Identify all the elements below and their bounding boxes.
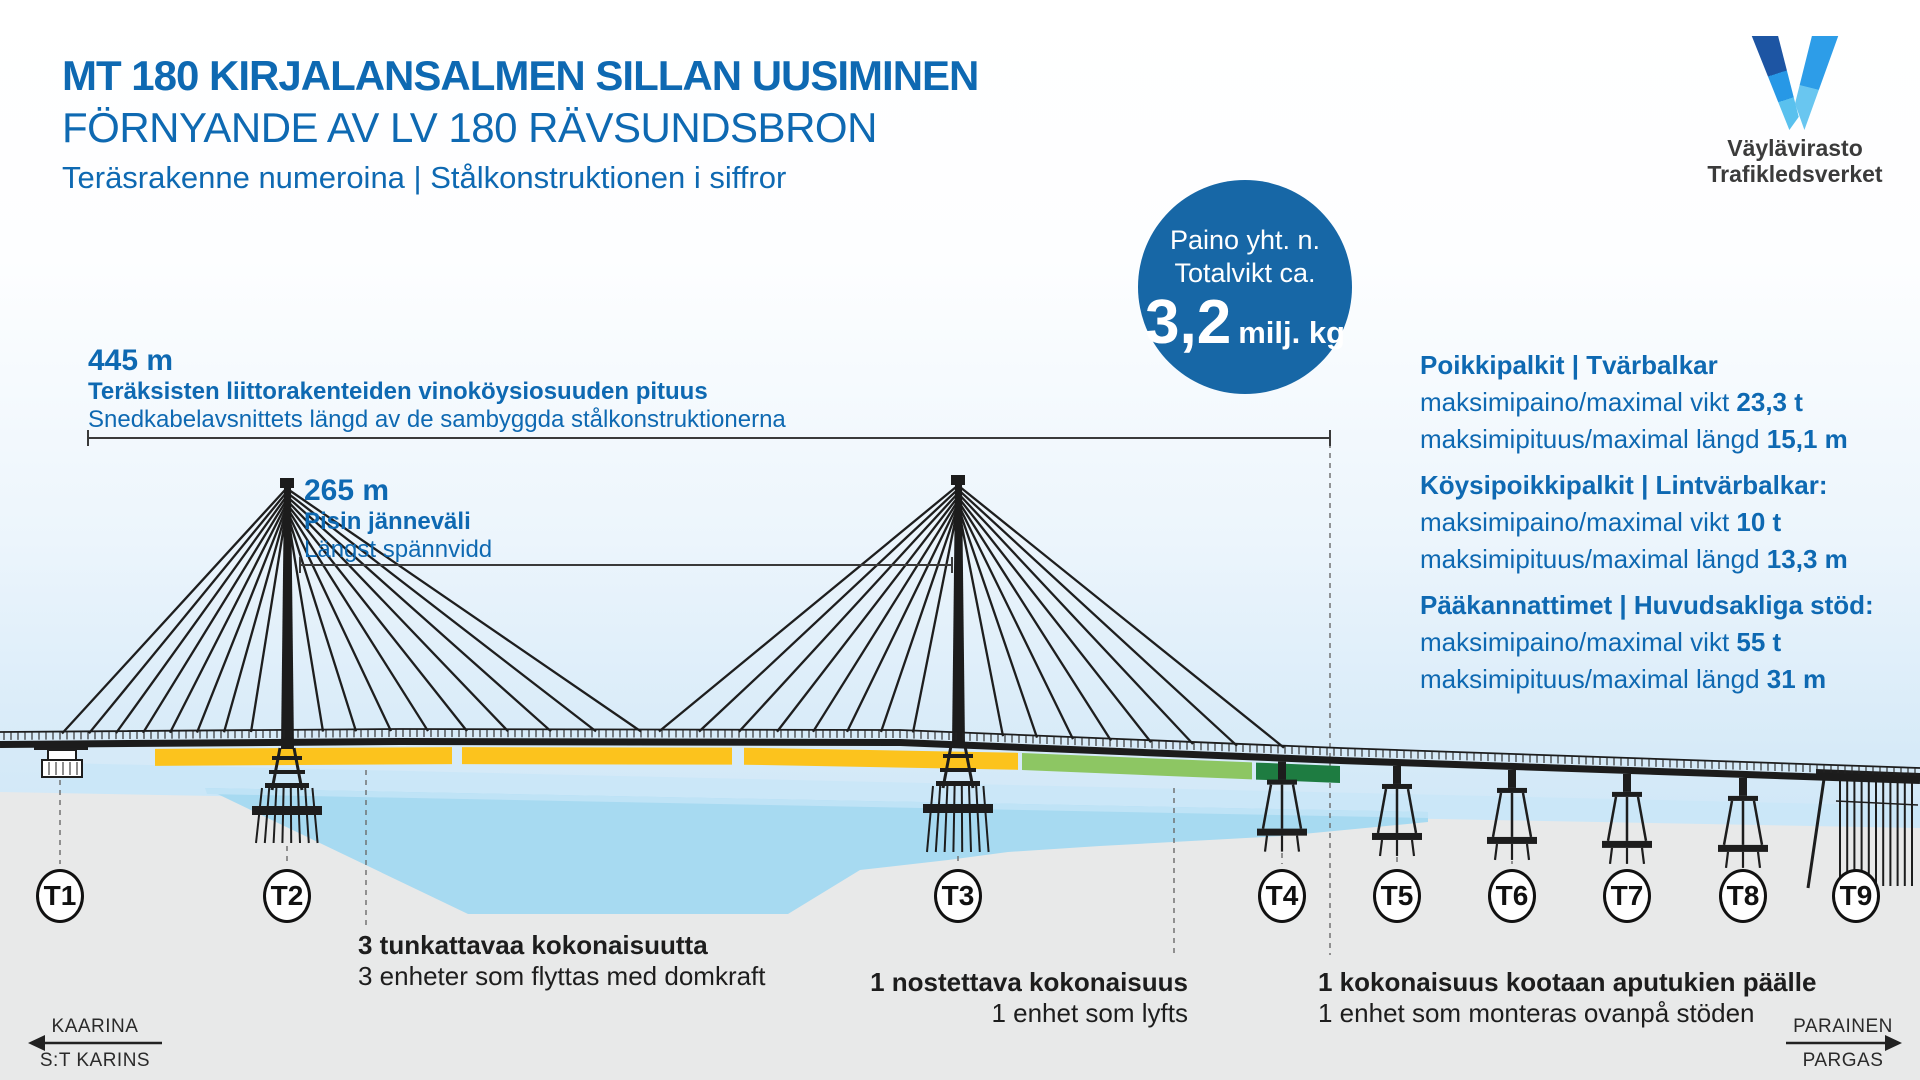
logo-name-sv: Trafikledsverket: [1707, 161, 1883, 187]
stat-row: maksimipituus/maximal längd 15,1 m: [1420, 424, 1848, 454]
stat-block-main-girders: [1420, 587, 1910, 698]
annotation-lifted-unit: 1 nostettava kokonaisuus 1 enhet som lyfts: [870, 967, 1188, 1028]
stay-cables: [62, 487, 1284, 748]
stat-row: maksimipituus/maximal längd 13,3 m: [1420, 544, 1848, 574]
support-label-t3: T3: [934, 869, 982, 923]
support-label-t7: T7: [1603, 869, 1651, 923]
support-label-t1: T1: [36, 869, 84, 923]
stat-heading: Köysipoikkipalkit | Lintvärbalkar:: [1420, 470, 1828, 500]
direction-left-fi: KAARINA: [51, 1016, 139, 1037]
badge-unit: milj. kg: [1238, 315, 1345, 350]
direction-right-fi: PARAINEN: [1793, 1016, 1893, 1037]
dimension-265m: [304, 474, 492, 564]
stat-row: maksimipaino/maximal vikt 23,3 t: [1420, 387, 1803, 417]
stat-row: maksimipituus/maximal längd 31 m: [1420, 664, 1827, 694]
dimension-265m-label-sv: Längst spännvidd: [304, 536, 493, 563]
support-label-t5: T5: [1373, 869, 1421, 923]
stat-block-cable-crossbeams: [1420, 467, 1910, 578]
dimension-265m-label-fi: Pisin jänneväli: [304, 508, 471, 535]
support-label-t8: T8: [1719, 869, 1767, 923]
dimension-445m: [88, 344, 786, 434]
stat-row: maksimipaino/maximal vikt 10 t: [1420, 507, 1782, 537]
dimension-445m-label-fi: Teräksisten liittorakenteiden vinoköysiosuuden pituus: [88, 378, 708, 405]
dimension-265m-value: 265 m: [304, 474, 390, 507]
annotation-jacked-units: 3 tunkattavaa kokonaisuutta 3 enheter som flyttas med domkraft: [358, 930, 766, 991]
badge-line-sv: Totalvikt ca.: [1174, 258, 1316, 288]
direction-right-sv: PARGAS: [1802, 1050, 1884, 1071]
annotation-assembled-unit: 1 kokonaisuus kootaan aputukien päälle 1 enhet som monteras ovanpå stöden: [1318, 967, 1817, 1028]
direction-left-sv: S:T KARINS: [39, 1050, 151, 1071]
page-title: MT 180 KIRJALANSALMEN SILLAN UUSIMINEN: [62, 52, 979, 99]
dimension-445m-label-sv: Snedkabelavsnittets längd av de sambyggda stålkonstruktionerna: [88, 406, 786, 433]
badge-line-fi: Paino yht. n.: [1169, 225, 1321, 255]
stat-block-crossbeams: [1420, 347, 1910, 458]
stat-heading: Poikkipalkit | Tvärbalkar: [1420, 350, 1718, 380]
page-subtitle: Teräsrakenne numeroina | Stålkonstruktionen i siffror: [62, 160, 787, 195]
agency-logo: [1685, 36, 1905, 187]
support-label-t2: T2: [263, 869, 311, 923]
stat-row: maksimipaino/maximal vikt 55 t: [1420, 627, 1782, 657]
stat-heading: Pääkannattimet | Huvudsakliga stöd:: [1420, 590, 1874, 620]
dimension-445m-value: 445 m: [88, 344, 174, 377]
support-label-t4: T4: [1258, 869, 1306, 923]
page-title-sv: FÖRNYANDE AV LV 180 RÄVSUNDSBRON: [62, 104, 877, 151]
support-label-t6: T6: [1488, 869, 1536, 923]
logo-name-fi: Väylävirasto: [1727, 135, 1863, 161]
support-label-t9: T9: [1832, 869, 1880, 923]
vaylavirasto-v-icon: [1747, 36, 1843, 130]
total-weight-badge: [1138, 180, 1352, 394]
badge-value: 3,2: [1144, 288, 1232, 357]
